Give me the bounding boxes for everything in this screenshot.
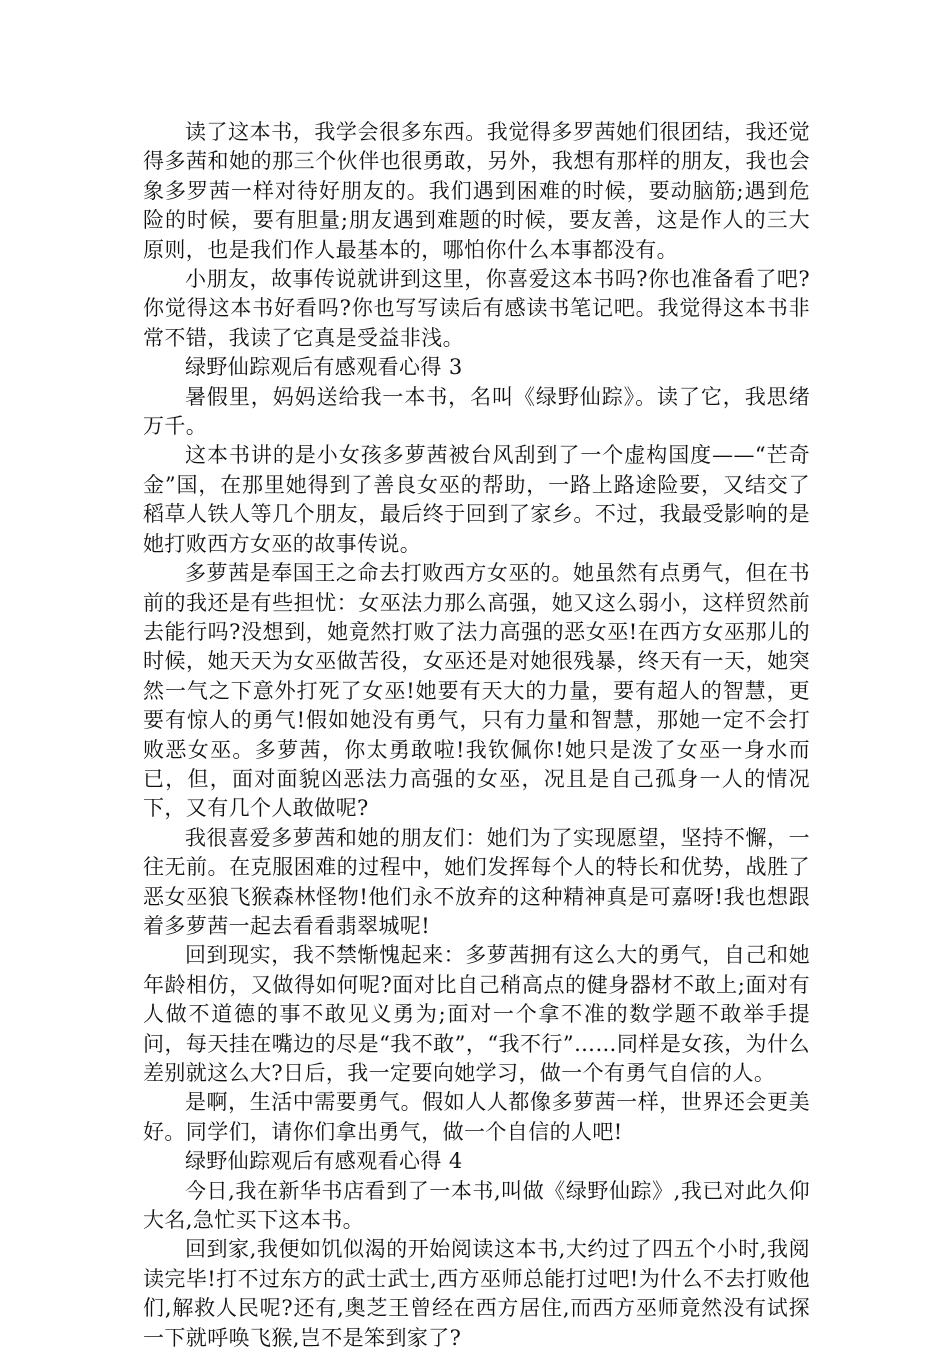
- paragraph: 小朋友，故事传说就讲到这里，你喜爱这本书吗?你也准备看了吧?你觉得这本书好看吗?你也写写读后有感读书笔记吧。我觉得这本书非常不错，我读了它真是受益非浅。: [143, 267, 810, 350]
- paragraph: 暑假里，妈妈送给我一本书，名叫《绿野仙踪》。读了它，我思绪万千。: [143, 384, 810, 439]
- paragraph: 我很喜爱多萝茜和她的朋友们：她们为了实现愿望，坚持不懈，一往无前。在克服困难的过程中，她们发挥每个人的特长和优势，战胜了恶女巫狼飞猴森林怪物!他们永不放弃的这种精神真是可嘉呀!我也想跟着多萝茜一起去看看翡翠城呢!: [143, 825, 810, 938]
- section-heading: 绿野仙踪观后有感观看心得 3: [185, 355, 463, 380]
- section-heading: 绿野仙踪观后有感观看心得 4: [185, 1149, 463, 1174]
- paragraph: 今日,我在新华书店看到了一本书,叫做《绿野仙踪》,我已对此久仰大名,急忙买下这本书。: [143, 1178, 810, 1233]
- paragraph: 回到现实，我不禁惭愧起来：多萝茜拥有这么大的勇气，自己和她年龄相仿，又做得如何呢?面对比自己稍高点的健身器材不敢上;面对有人做不道德的事不敢见义勇为;面对一个拿不准的数学题不敢举手提问，每天挂在嘴边的尽是“我不敢”，“我不行”……同样是女孩，为什么差别就这么大?日后，我一定要向她学习，做一个有勇气自信的人。: [143, 943, 810, 1085]
- document-body: [143, 118, 810, 1353]
- paragraph: 这本书讲的是小女孩多萝茜被台风刮到了一个虚构国度——“芒奇金”国，在那里她得到了善良女巫的帮助，一路上路途险要，又结交了稻草人铁人等几个朋友，最后终于回到了家乡。不过，我最受影响的是她打败西方女巫的故事传说。: [143, 443, 810, 556]
- paragraph: 多萝茜是奉国王之命去打败西方女巫的。她虽然有点勇气，但在书前的我还是有些担忧：女巫法力那么高强，她又这么弱小，这样贸然前去能行吗?没想到，她竟然打败了法力高强的恶女巫!在西方女巫那儿的时候，她天天为女巫做苦役，女巫还是对她很残暴，终天有一天，她突然一气之下意外打死了女巫!她要有天大的力量，要有超人的智慧，更要有惊人的勇气!假如她没有勇气，只有力量和智慧，那她一定不会打败恶女巫。多萝茜，你太勇敢啦!我钦佩你!她只是泼了女巫一身水而已，但，面对面貌凶恶法力高强的女巫，况且是自己孤身一人的情况下，又有几个人敢做呢?: [143, 561, 810, 821]
- paragraph: 是啊，生活中需要勇气。假如人人都像多萝茜一样，世界还会更美好。同学们，请你们拿出勇气，做一个自信的人吧!: [143, 1090, 810, 1144]
- paragraph: 读了这本书，我学会很多东西。我觉得多罗茜她们很团结，我还觉得多茜和她的那三个伙伴也很勇敢，另外，我想有那样的朋友，我也会象多罗茜一样对待好朋友的。我们遇到困难的时候，要动脑筋;遇到危险的时候，要有胆量;朋友遇到难题的时候，要友善，这是作人的三大原则，也是我们作人最基本的，哪怕你什么本事都没有。: [143, 120, 810, 262]
- paragraph: 回到家,我便如饥似渴的开始阅读这本书,大约过了四五个小时,我阅读完毕!打不过东方的武士武士,西方巫师总能打过吧!为什么不去打败他们,解救人民呢?还有,奥芝王曾经在西方居住,而西方巫师竟然没有试探一下就呼唤飞猴,岂不是笨到家了?: [143, 1237, 810, 1350]
